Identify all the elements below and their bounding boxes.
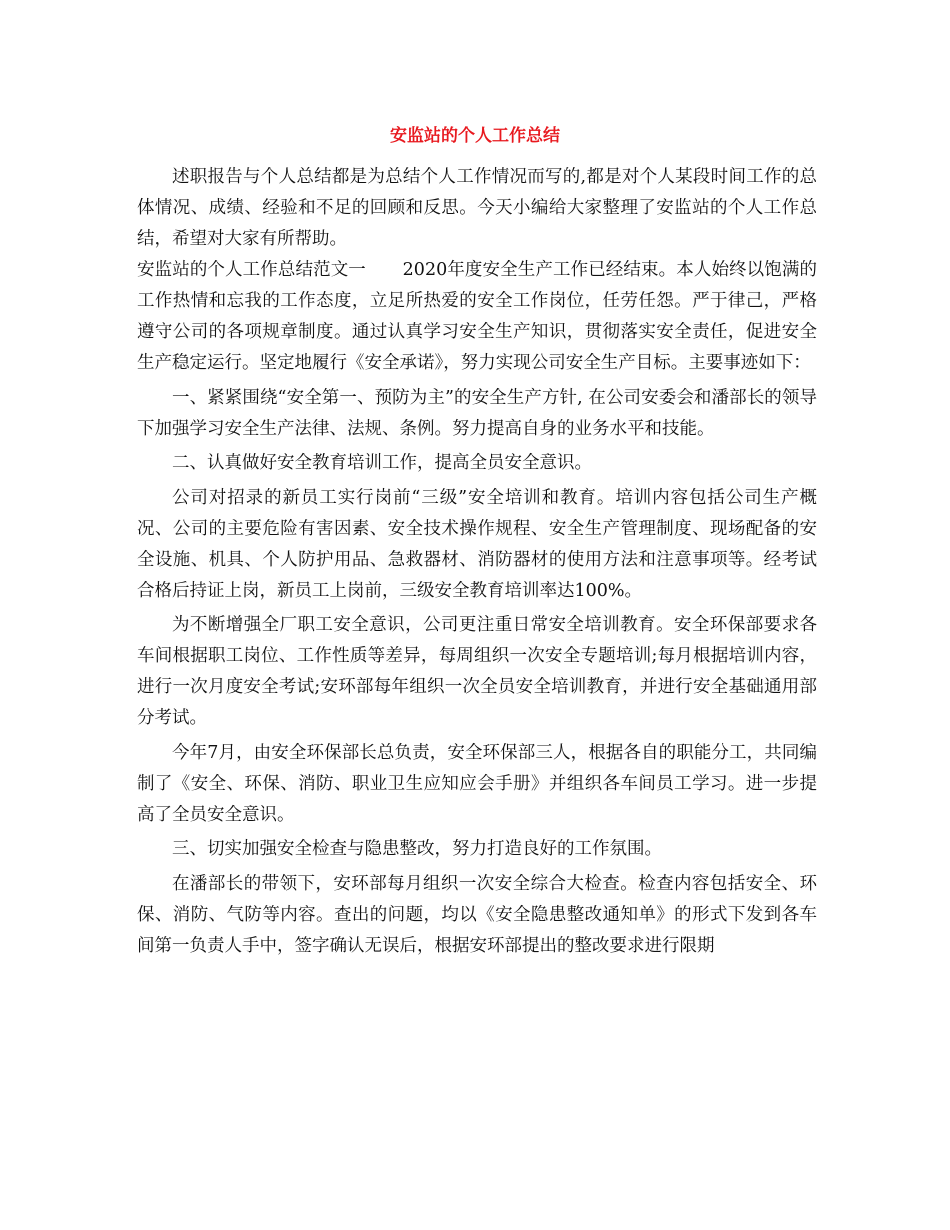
- document-body: [137, 162, 817, 962]
- document-title: 安监站的个人工作总结: [390, 126, 560, 146]
- section-two-heading: 二、认真做好安全教育培训工作，提高全员安全意识。: [172, 453, 592, 473]
- daily-training-paragraph: 为不断增强全厂职工安全意识，公司更注重日常安全培训教育。安全环保部要求各车间根据职工岗位、工作性质等差异，每周组织一次安全专题培训;每月根据培训内容，进行一次月度安全考试;安环部每年组织一次全员安全培训教育，并进行安全基础通用部分考试。: [137, 615, 817, 728]
- inspection-paragraph: 在潘部长的带领下，安环部每月组织一次安全综合大检查。检查内容包括安全、环保、消防、气防等内容。查出的问题，均以《安全隐患整改通知单》的形式下发到各车间第一负责人手中，签字确认无误后，根据安环部提出的整改要求进行限期: [137, 873, 817, 956]
- sample-body-text: 2020年度安全生产工作已经结束。本人始终以饱满的工作热情和忘我的工作态度，立足所热爱的安全工作岗位，任劳任怨。严于律己，严格遵守公司的各项规章制度。通过认真学习安全生产知识，贯彻落实安全责任，促进安全生产稳定运行。坚定地履行《安全承诺》，努力实现公司安全生产目标。主要事迹如下：: [137, 260, 817, 373]
- section-one-paragraph: 一、紧紧围绕“安全第一、预防为主”的安全生产方针, 在公司安委会和潘部长的领导下加强学习安全生产法律、法规、条例。努力提高自身的业务水平和技能。: [137, 387, 817, 439]
- training-paragraph: 公司对招录的新员工实行岗前“三级”安全培训和教育。培训内容包括公司生产概况、公司的主要危险有害因素、安全技术操作规程、安全生产管理制度、现场配备的安全设施、机具、个人防护用品、急救器材、消防器材的使用方法和注意事项等。经考试合格后持证上岗，新员工上岗前，三级安全教育培训率达100%。: [137, 487, 817, 601]
- sample-heading: 安监站的个人工作总结范文一: [137, 260, 366, 280]
- handbook-paragraph: 今年7月，由安全环保部长总负责，安全环保部三人，根据各自的职能分工，共同编制了《安全、环保、消防、职业卫生应知应会手册》并组织各车间员工学习。进一步提高了全员安全意识。: [137, 742, 817, 825]
- intro-paragraph: 述职报告与个人总结都是为总结个人工作情况而写的,都是对个人某段时间工作的总体情况、成绩、经验和不足的回顾和反思。今天小编给大家整理了安监站的个人工作总结，希望对大家有所帮助。: [137, 167, 817, 249]
- sample-section-paragraph: [137, 255, 817, 379]
- section-three-heading: 三、切实加强安全检查与隐患整改，努力打造良好的工作氛围。: [172, 839, 662, 859]
